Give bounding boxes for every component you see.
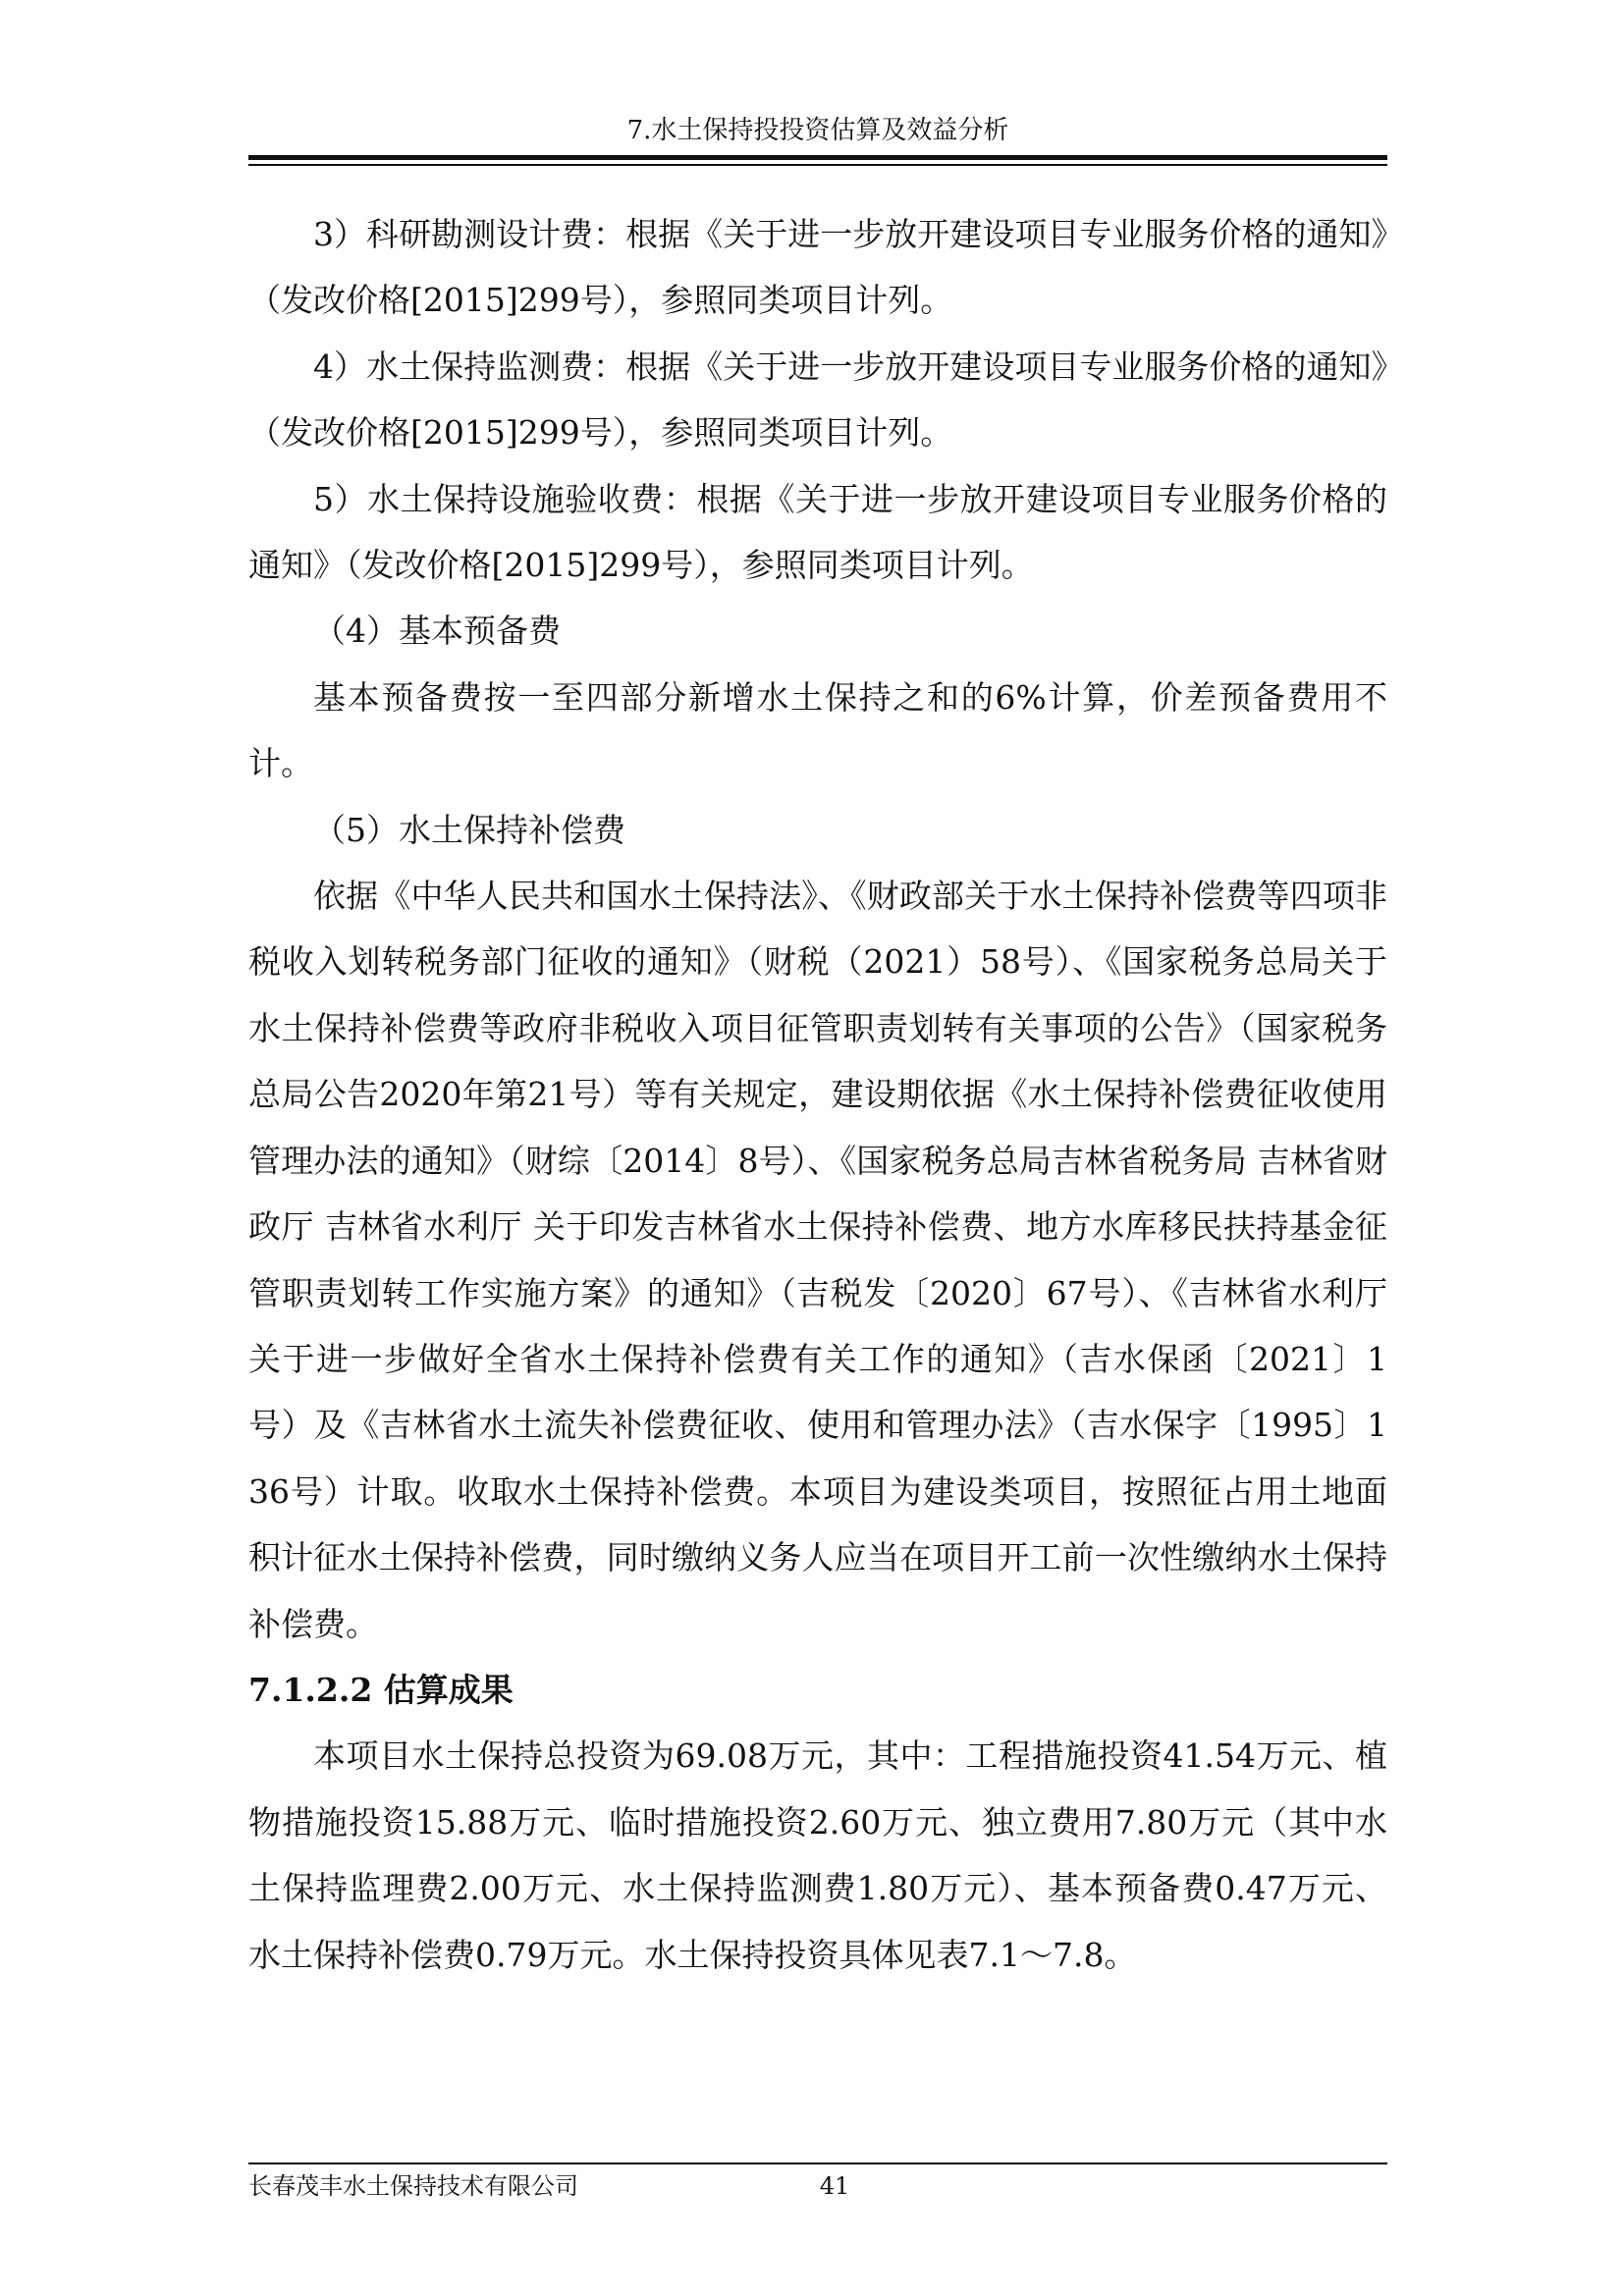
body-text [248, 201, 1387, 1988]
footer-rule [248, 2163, 1387, 2164]
paragraph-compensation-fee: 依据《中华人民共和国水土保持法》、《财政部关于水土保持补偿费等四项非税收入划转税务部门征收的通知》（财税（2021）58号）、《国家税务总局关于水土保持补偿费等政府非税收入项目征管职责划转有关事项的公告》（国家税务总局公告2020年第21号）等有关规定，建设期依据《水土保持补偿费征收使用管理办法的通知》（财综〔2014〕8号）、《国家税务总局吉林省税务局 吉林省财政厅 吉林省水利厅 关于印发吉林省水土保持补偿费、地方水库移民扶持基金征管职责划转工作实施方案》的通知》（吉税发〔2020〕67号）、《吉林省水利厅关于进一步做好全省水土保持补偿费有关工作的通知》（吉水保函〔2021〕1号）及《吉林省水土流失补偿费征收、使用和管理办法》（吉水保字〔1995〕136号）计取。收取水土保持补偿费。本项目为建设类项目，按照征占用土地面积计征水土保持补偿费，同时缴纳义务人应当在项目开工前一次性缴纳水土保持补偿费。 [248, 877, 1387, 1643]
paragraph-basic-reserve: 基本预备费按一至四部分新增水土保持之和的6%计算，价差预备费用不计。 [248, 677, 1387, 783]
running-header: 7.水土保持投投资估算及效益分析 [626, 116, 1009, 145]
page-number: 41 [819, 2172, 850, 2200]
subheading-compensation-fee: （5）水土保持补偿费 [313, 810, 625, 849]
header-rule-thin [248, 164, 1387, 166]
paragraph-monitoring-fee: 4）水土保持监测费：根据《关于进一步放开建设项目专业服务价格的通知》（发改价格[2015]299号），参照同类项目计列。 [248, 347, 1387, 453]
paragraph-acceptance-fee: 5）水土保持设施验收费：根据《关于进一步放开建设项目专业服务价格的通知》（发改价格[2015]299号），参照同类项目计列。 [248, 479, 1387, 585]
section-heading: 7.1.2.2 估算成果 [248, 1670, 514, 1709]
subheading-basic-reserve: （4）基本预备费 [313, 612, 561, 651]
footer-company: 长春茂丰水土保持技术有限公司 [248, 2172, 578, 2200]
paragraph-estimate-results: 本项目水土保持总投资为69.08万元，其中：工程措施投资41.54万元、植物措施投资15.88万元、临时措施投资2.60万元、独立费用7.80万元（其中水土保持监理费2.00万元、水土保持监测费1.80万元）、基本预备费0.47万元、水土保持补偿费0.79万元。水土保持投资具体见表7.1～7.8。 [248, 1736, 1387, 1974]
header-rule-thick [248, 155, 1387, 160]
paragraph-survey-design-fee: 3）科研勘测设计费：根据《关于进一步放开建设项目专业服务价格的通知》（发改价格[2015]299号），参照同类项目计列。 [248, 215, 1387, 320]
